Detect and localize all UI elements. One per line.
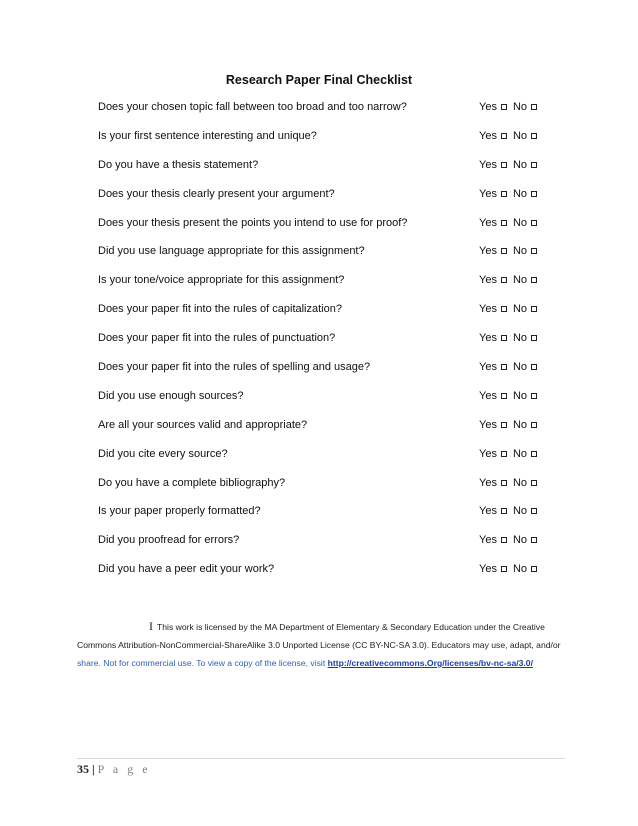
no-checkbox[interactable]: [531, 537, 537, 543]
footnote-mark: I: [149, 619, 153, 633]
no-option[interactable]: [513, 216, 537, 230]
no-option[interactable]: [513, 244, 537, 258]
checklist-row: [98, 360, 538, 389]
yes-label: Yes: [479, 505, 497, 518]
answer-options: [479, 158, 537, 172]
answer-options: [479, 562, 537, 576]
answer-options: [479, 476, 537, 490]
checklist-row: [98, 244, 538, 273]
no-option[interactable]: [513, 418, 537, 432]
yes-checkbox[interactable]: [501, 508, 507, 514]
yes-option[interactable]: [479, 504, 507, 518]
yes-checkbox[interactable]: [501, 364, 507, 370]
answer-options: [479, 129, 537, 143]
answer-options: [479, 504, 537, 518]
no-checkbox[interactable]: [531, 306, 537, 312]
no-checkbox[interactable]: [531, 277, 537, 283]
question-text: Do you have a thesis statement?: [98, 158, 259, 171]
yes-checkbox[interactable]: [501, 422, 507, 428]
no-label: No: [512, 101, 528, 113]
answer-options: [479, 447, 537, 461]
license-link[interactable]: http://creativecommons.Org/licenses/bv-nc-sa/3.0/: [327, 658, 533, 668]
no-label: No: [512, 505, 528, 518]
page-number: 35: [77, 762, 89, 776]
no-checkbox[interactable]: [531, 364, 537, 370]
question-text: Does your chosen topic fall between too broad and too narrow?: [98, 101, 407, 113]
no-option[interactable]: [513, 158, 537, 172]
yes-label: Yes: [479, 158, 497, 171]
footer-divider: [77, 758, 565, 759]
no-option[interactable]: [513, 562, 537, 576]
yes-checkbox[interactable]: [501, 191, 507, 197]
checklist-row: [98, 302, 538, 331]
yes-checkbox[interactable]: [501, 537, 507, 543]
no-label: No: [512, 129, 528, 142]
yes-label: Yes: [479, 476, 497, 489]
yes-option[interactable]: [479, 216, 507, 230]
yes-checkbox[interactable]: [501, 104, 507, 110]
yes-option[interactable]: [479, 158, 507, 172]
yes-checkbox[interactable]: [501, 335, 507, 341]
checklist-row: [98, 100, 538, 129]
no-option[interactable]: [513, 360, 537, 374]
no-option[interactable]: [513, 533, 537, 547]
yes-label: Yes: [479, 563, 497, 576]
yes-label: Yes: [479, 274, 497, 287]
no-label: No: [512, 303, 528, 316]
question-text: Are all your sources valid and appropriate?: [98, 418, 308, 431]
answer-options: [479, 216, 537, 230]
checklist-row: [98, 562, 538, 591]
yes-label: Yes: [479, 303, 497, 316]
question-text: Did you cite every source?: [98, 447, 228, 460]
footer-separator: |: [92, 762, 95, 776]
question-text: Does your thesis present the points you intend to use for proof?: [98, 216, 408, 229]
no-label: No: [512, 274, 528, 287]
question-text: Did you use language appropriate for this assignment?: [98, 245, 365, 258]
checklist: [98, 100, 538, 591]
question-text: Did you have a peer edit your work?: [98, 563, 275, 576]
no-option[interactable]: [513, 447, 537, 461]
answer-options: [479, 273, 537, 287]
checklist-row: [98, 504, 538, 533]
yes-checkbox[interactable]: [501, 162, 507, 168]
answer-options: [479, 389, 537, 403]
yes-label: Yes: [479, 187, 497, 200]
yes-option[interactable]: [479, 476, 507, 490]
question-text: Does your paper fit into the rules of punctuation?: [98, 332, 336, 345]
no-checkbox[interactable]: [531, 451, 537, 457]
no-option[interactable]: [513, 100, 537, 114]
question-text: Did you use enough sources?: [98, 389, 244, 402]
no-checkbox[interactable]: [531, 191, 537, 197]
no-label: No: [512, 245, 528, 258]
yes-label: Yes: [479, 101, 497, 113]
yes-label: Yes: [479, 447, 497, 460]
license-text-blue: share. Not for commercial use. To view a copy of the license, visit: [77, 658, 328, 668]
no-option[interactable]: [513, 389, 537, 403]
no-label: No: [512, 534, 528, 547]
question-text: Does your thesis clearly present your argument?: [98, 187, 335, 200]
license-footnote: [77, 617, 577, 672]
no-checkbox[interactable]: [531, 248, 537, 254]
yes-option[interactable]: [479, 129, 507, 143]
no-label: No: [512, 187, 528, 200]
no-checkbox[interactable]: [531, 422, 537, 428]
checklist-row: [98, 476, 538, 505]
yes-option[interactable]: [479, 533, 507, 547]
no-label: No: [512, 476, 528, 489]
no-option[interactable]: [513, 187, 537, 201]
checklist-row: [98, 158, 538, 187]
no-label: No: [512, 361, 528, 374]
yes-option[interactable]: [479, 389, 507, 403]
no-option[interactable]: [513, 504, 537, 518]
checklist-row: [98, 129, 538, 158]
answer-options: [479, 418, 537, 432]
yes-checkbox[interactable]: [501, 133, 507, 139]
yes-option[interactable]: [479, 447, 507, 461]
yes-label: Yes: [479, 245, 497, 258]
yes-checkbox[interactable]: [501, 248, 507, 254]
answer-options: [479, 331, 537, 345]
checklist-row: [98, 533, 538, 562]
answer-options: [479, 302, 537, 316]
checklist-row: [98, 447, 538, 476]
no-checkbox[interactable]: [531, 508, 537, 514]
yes-option[interactable]: [479, 273, 507, 287]
no-checkbox[interactable]: [531, 220, 537, 226]
yes-checkbox[interactable]: [501, 277, 507, 283]
no-label: No: [512, 389, 528, 402]
yes-label: Yes: [479, 534, 497, 547]
no-checkbox[interactable]: [531, 480, 537, 486]
no-checkbox[interactable]: [531, 104, 537, 110]
no-option[interactable]: [513, 129, 537, 143]
no-option[interactable]: [513, 331, 537, 345]
yes-option[interactable]: [479, 302, 507, 316]
yes-label: Yes: [479, 418, 497, 431]
yes-checkbox[interactable]: [501, 393, 507, 399]
no-label: No: [512, 563, 528, 576]
answer-options: [479, 244, 537, 258]
question-text: Does your paper fit into the rules of capitalization?: [98, 303, 342, 316]
yes-option[interactable]: [479, 100, 507, 114]
yes-checkbox[interactable]: [501, 451, 507, 457]
no-label: No: [512, 216, 528, 229]
no-checkbox[interactable]: [531, 162, 537, 168]
yes-label: Yes: [479, 361, 497, 374]
page-word: P a g e: [97, 762, 151, 776]
answer-options: [479, 533, 537, 547]
no-option[interactable]: [513, 476, 537, 490]
yes-checkbox[interactable]: [501, 306, 507, 312]
checklist-row: [98, 389, 538, 418]
yes-checkbox[interactable]: [501, 566, 507, 572]
page-footer: [77, 762, 151, 777]
checklist-row: [98, 418, 538, 447]
no-option[interactable]: [513, 273, 537, 287]
yes-option[interactable]: [479, 331, 507, 345]
no-checkbox[interactable]: [531, 335, 537, 341]
yes-option[interactable]: [479, 418, 507, 432]
no-label: No: [512, 447, 528, 460]
yes-option[interactable]: [479, 244, 507, 258]
checklist-row: [98, 216, 538, 245]
no-option[interactable]: [513, 302, 537, 316]
no-checkbox[interactable]: [531, 133, 537, 139]
no-label: No: [512, 332, 528, 345]
question-text: Did you proofread for errors?: [98, 534, 240, 547]
no-label: No: [512, 418, 528, 431]
checklist-title: Research Paper Final Checklist: [225, 73, 413, 87]
checklist-row: [98, 331, 538, 360]
no-checkbox[interactable]: [531, 393, 537, 399]
checklist-row: [98, 187, 538, 216]
answer-options: [479, 360, 537, 374]
no-label: No: [512, 158, 528, 171]
yes-label: Yes: [479, 129, 497, 142]
question-text: Is your paper properly formatted?: [98, 505, 261, 518]
yes-label: Yes: [479, 389, 497, 402]
yes-option[interactable]: [479, 187, 507, 201]
answer-options: [479, 100, 537, 114]
question-text: Does your paper fit into the rules of spelling and usage?: [98, 361, 371, 374]
question-text: Is your tone/voice appropriate for this assignment?: [98, 274, 345, 287]
yes-label: Yes: [479, 216, 497, 229]
license-text: This work is licensed by the MA Department of Elementary & Secondary Education under the Creative Commons Attribution-NonCommercial-ShareAlike 3.0 Unported License (CC BY-NC-SA 3.0). Educators may use, adapt, and/or: [77, 622, 561, 650]
yes-option[interactable]: [479, 562, 507, 576]
yes-checkbox[interactable]: [501, 480, 507, 486]
yes-label: Yes: [479, 332, 497, 345]
yes-option[interactable]: [479, 360, 507, 374]
question-text: Do you have a complete bibliography?: [98, 476, 286, 489]
yes-checkbox[interactable]: [501, 220, 507, 226]
no-checkbox[interactable]: [531, 566, 537, 572]
answer-options: [479, 187, 537, 201]
question-text: Is your first sentence interesting and unique?: [98, 129, 317, 142]
checklist-row: [98, 273, 538, 302]
